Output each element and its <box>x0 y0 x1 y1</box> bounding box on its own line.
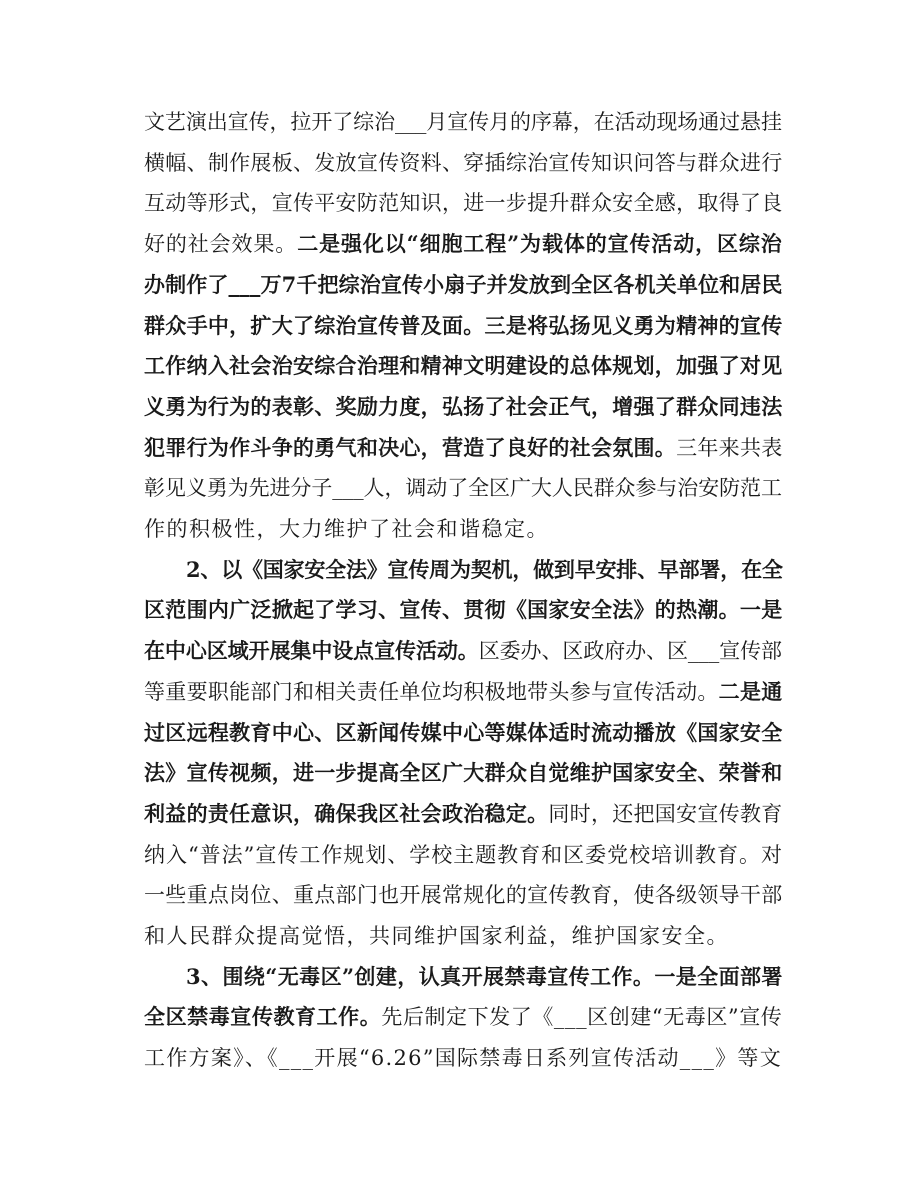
text-line <box>144 875 784 915</box>
text-line <box>144 265 784 305</box>
text-line <box>144 306 784 346</box>
text-line <box>144 346 784 386</box>
text-line <box>144 183 784 223</box>
text-line <box>144 428 784 468</box>
text-segment: 文艺演出宣传，拉开了综治___月宣传月的序幕，在活动现场通过悬挂 <box>144 110 782 134</box>
text-line <box>144 672 784 712</box>
text-segment: 等重要职能部门和相关责任单位均积极地带头参与宣传活动。 <box>144 679 719 704</box>
bold-text-segment: 工作纳入社会治安综合治理和精神文明建设的总体规划，加强了对见 <box>144 353 783 379</box>
text-segment: 三年来共表 <box>676 435 783 460</box>
text-line <box>144 387 784 427</box>
text-line <box>144 753 784 793</box>
text-line <box>144 509 784 549</box>
bold-text-segment: 2、以《国家安全法》宣传周为契机，做到早安排、早部署，在全 <box>186 556 783 582</box>
text-line <box>144 916 784 956</box>
text-segment: 工作方案》、《___开展“6.26”国际禁毒日系列宣传活动___》等文 <box>144 1046 782 1071</box>
bold-text-segment: 二是通 <box>718 678 783 704</box>
bold-text-segment: 区范围内广泛掀起了学习、宣传、贯彻《国家安全法》的热潮。一是 <box>144 597 783 623</box>
text-segment: 彰见义勇为先进分子___人，调动了全区广大人民群众参与治安防范工 <box>144 476 782 501</box>
text-line <box>186 957 784 997</box>
text-line <box>144 713 784 753</box>
text-segment: 互动等形式，宣传平安防范知识，进一步提升群众安全感，取得了良 <box>144 191 783 216</box>
text-line <box>144 590 784 630</box>
text-line <box>186 550 784 590</box>
text-segment: 区委办、区政府办、区___宣传部 <box>478 639 782 664</box>
text-segment: 同时，还把国安宣传教育 <box>548 801 783 826</box>
bold-text-segment: 在中心区域开展集中设点宣传活动。 <box>144 638 479 664</box>
text-line <box>144 997 784 1037</box>
text-segment: 横幅、制作展板、发放宣传资料、穿插综治宣传知识问答与群众进行 <box>144 150 783 175</box>
text-segment: 纳入“普法”宣传工作规划、学校主题教育和区委党校培训教育。对 <box>144 842 783 867</box>
text-line <box>144 794 784 834</box>
bold-text-segment: 3、围绕“无毒区”创建，认真开展禁毒宣传工作。一是全面部署 <box>186 963 783 989</box>
text-segment: 和人民群众提高觉悟，共同维护国家利益，维护国家安全。 <box>144 924 729 948</box>
bold-text-segment: 义勇为行为的表彰、奖励力度，弘扬了社会正气，增强了群众同违法 <box>144 393 783 419</box>
bold-text-segment: 办制作了___万7千把综治宣传小扇子并发放到全区各机关单位和居民 <box>144 271 783 297</box>
bold-text-segment: 利益的责任意识，确保我区社会政治稳定。 <box>144 800 549 826</box>
text-line <box>144 835 784 875</box>
text-line <box>144 143 784 183</box>
bold-text-segment: 过区远程教育中心、区新闻传媒中心等媒体适时流动播放《国家安全 <box>144 719 783 745</box>
text-line <box>144 631 784 671</box>
text-segment: 先后制定下发了《___区创建“无毒区”宣传 <box>381 1005 783 1030</box>
bold-text-segment: 全区禁毒宣传教育工作。 <box>144 1004 382 1030</box>
text-segment: 一些重点岗位、重点部门也开展常规化的宣传教育，使各级领导干部 <box>144 883 783 908</box>
bold-text-segment: 群众手中，扩大了综治宣传普及面。三是将弘扬见义勇为精神的宣传 <box>144 312 783 338</box>
bold-text-segment: 二是强化以“细胞工程”为载体的宣传活动，区综治 <box>297 231 783 257</box>
text-line <box>144 468 784 508</box>
text-line <box>144 1038 784 1078</box>
text-line <box>144 224 784 264</box>
text-segment: 好的社会效果。 <box>144 232 298 257</box>
text-segment: 作的积极性，大力维护了社会和谐稳定。 <box>144 517 549 541</box>
bold-text-segment: 犯罪行为作斗争的勇气和决心，营造了良好的社会氛围。 <box>144 434 677 460</box>
text-line <box>144 102 784 142</box>
bold-text-segment: 法》宣传视频，进一步提高全区广大群众自觉维护国家安全、荣誉和 <box>144 760 783 786</box>
